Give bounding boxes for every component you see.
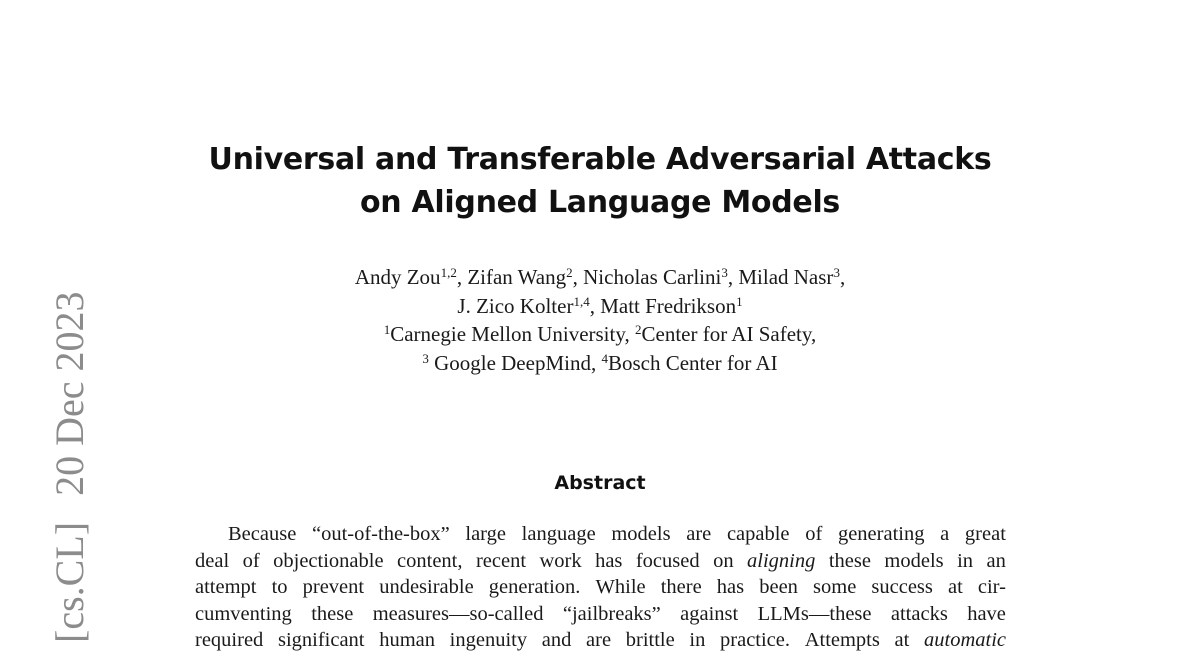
affiliation-name: Google DeepMind: [428, 350, 591, 375]
author-separator: ,: [572, 265, 584, 289]
abstract-word: these: [828, 549, 871, 572]
abstract-word: Attempts: [804, 629, 880, 652]
abstract-word: generating: [837, 523, 925, 545]
abstract-word: at: [947, 576, 963, 599]
abstract-line: [195, 601, 1006, 628]
author-affiliation-mark: 2: [566, 265, 573, 280]
abstract-word: large: [465, 523, 506, 545]
abstract-word: attempt: [195, 576, 257, 599]
abstract-word: a: [940, 523, 950, 545]
abstract-word: and: [541, 629, 572, 652]
abstract-word: content,: [397, 549, 463, 572]
affiliations-line-1: [0, 320, 1200, 349]
abstract-word: in: [957, 549, 974, 572]
abstract-word: “out-of-the-box”: [311, 523, 450, 545]
abstract-word: have: [967, 602, 1006, 625]
title-line-2: on Aligned Language Models: [360, 185, 840, 220]
abstract-body: [195, 521, 1006, 654]
abstract-word: capable: [726, 523, 790, 545]
affiliations-line-2: [0, 349, 1200, 378]
authors-line-1: [0, 263, 1200, 292]
abstract-line: [195, 521, 1006, 548]
authors-line-2: [0, 292, 1200, 321]
affiliation-name: Carnegie Mellon University: [390, 322, 625, 346]
abstract-word: generation.: [488, 576, 581, 599]
author-block: [0, 263, 1200, 377]
abstract-word: against: [680, 602, 739, 625]
abstract-word: measures—so-called: [372, 602, 544, 625]
arxiv-date: 20 Dec 2023: [47, 291, 92, 496]
author-affiliation-mark: 1: [736, 293, 743, 309]
author-affiliation-mark: 1,4: [573, 293, 590, 309]
abstract-word: automatic: [924, 629, 1006, 652]
author-name: J. Zico Kolter: [457, 293, 574, 318]
author-separator: ,: [589, 293, 601, 318]
author-separator: ,: [456, 265, 468, 289]
abstract-word: of: [805, 523, 823, 545]
abstract-word: great: [964, 523, 1006, 545]
author-name: Nicholas Carlini: [583, 265, 722, 289]
abstract-word: LLMs—these: [757, 602, 872, 625]
abstract-word: significant: [277, 629, 365, 652]
affiliation-name: Center for AI Safety: [641, 322, 811, 346]
abstract-word: to: [271, 576, 288, 599]
abstract-word: human: [379, 629, 435, 652]
abstract-word: practice.: [720, 629, 791, 652]
affiliation-mark: 2: [635, 322, 642, 337]
author-name: Andy Zou: [354, 265, 441, 289]
abstract-word: are: [586, 629, 612, 652]
abstract-word: has: [716, 576, 745, 599]
abstract-word: attacks: [890, 602, 948, 625]
author-name: Milad Nasr: [738, 265, 834, 289]
author-separator: ,: [839, 265, 846, 289]
affiliation-separator: ,: [590, 350, 602, 375]
author-separator: ,: [727, 265, 739, 289]
affiliation-mark: 4: [601, 350, 608, 366]
abstract-word: models: [884, 549, 944, 572]
abstract-heading: Abstract: [554, 472, 646, 494]
abstract-word: of: [242, 549, 260, 572]
abstract-word: there: [660, 576, 702, 599]
abstract-word: are: [686, 523, 712, 545]
abstract-word: required: [195, 629, 264, 652]
author-affiliation-mark: 3: [721, 265, 728, 280]
abstract-line: [195, 627, 1006, 654]
abstract-word: at: [894, 629, 910, 652]
abstract-word: has: [595, 549, 623, 572]
abstract-word: an: [986, 549, 1006, 572]
abstract-word: cir-: [977, 576, 1006, 599]
abstract-word: language: [521, 523, 596, 545]
abstract-word: been: [759, 576, 798, 599]
abstract-word: deal: [195, 549, 230, 572]
affiliation-separator: ,: [624, 322, 635, 346]
abstract-line: [195, 574, 1006, 601]
abstract-word: While: [595, 576, 646, 599]
abstract-word: success: [871, 576, 933, 599]
abstract-line: [195, 548, 1006, 575]
abstract-word: prevent: [302, 576, 365, 599]
abstract-word: these: [311, 602, 354, 625]
paper-title: [0, 138, 1200, 224]
author-affiliation-mark: 1,2: [440, 265, 457, 280]
author-name: Matt Fredrikson: [600, 293, 737, 318]
affiliation-mark: 3: [422, 350, 429, 366]
affiliation-mark: 1: [383, 322, 391, 337]
abstract-word: “jailbreaks”: [562, 602, 661, 625]
abstract-word: Because: [228, 523, 297, 545]
abstract-word: on: [713, 549, 734, 572]
title-line-1: Universal and Transferable Adversarial Attacks: [208, 142, 992, 177]
abstract-word: brittle: [625, 629, 675, 652]
abstract-word: cumventing: [195, 602, 292, 625]
author-name: Zifan Wang: [467, 265, 567, 289]
abstract-word: recent: [475, 549, 527, 572]
abstract-word: aligning: [747, 549, 816, 572]
abstract-word: ingenuity: [449, 629, 528, 652]
abstract-word: focused: [635, 549, 700, 572]
abstract-word: in: [689, 629, 706, 652]
abstract-word: undesirable: [379, 576, 474, 599]
author-affiliation-mark: 3: [833, 265, 840, 280]
affiliation-separator: ,: [811, 322, 817, 346]
abstract-word: some: [813, 576, 857, 599]
abstract-word: models: [611, 523, 671, 545]
abstract-word: objectionable: [273, 549, 384, 572]
arxiv-category: [cs.CL]: [47, 521, 92, 643]
abstract-word: work: [539, 549, 582, 572]
affiliation-name: Bosch Center for AI: [607, 350, 778, 375]
